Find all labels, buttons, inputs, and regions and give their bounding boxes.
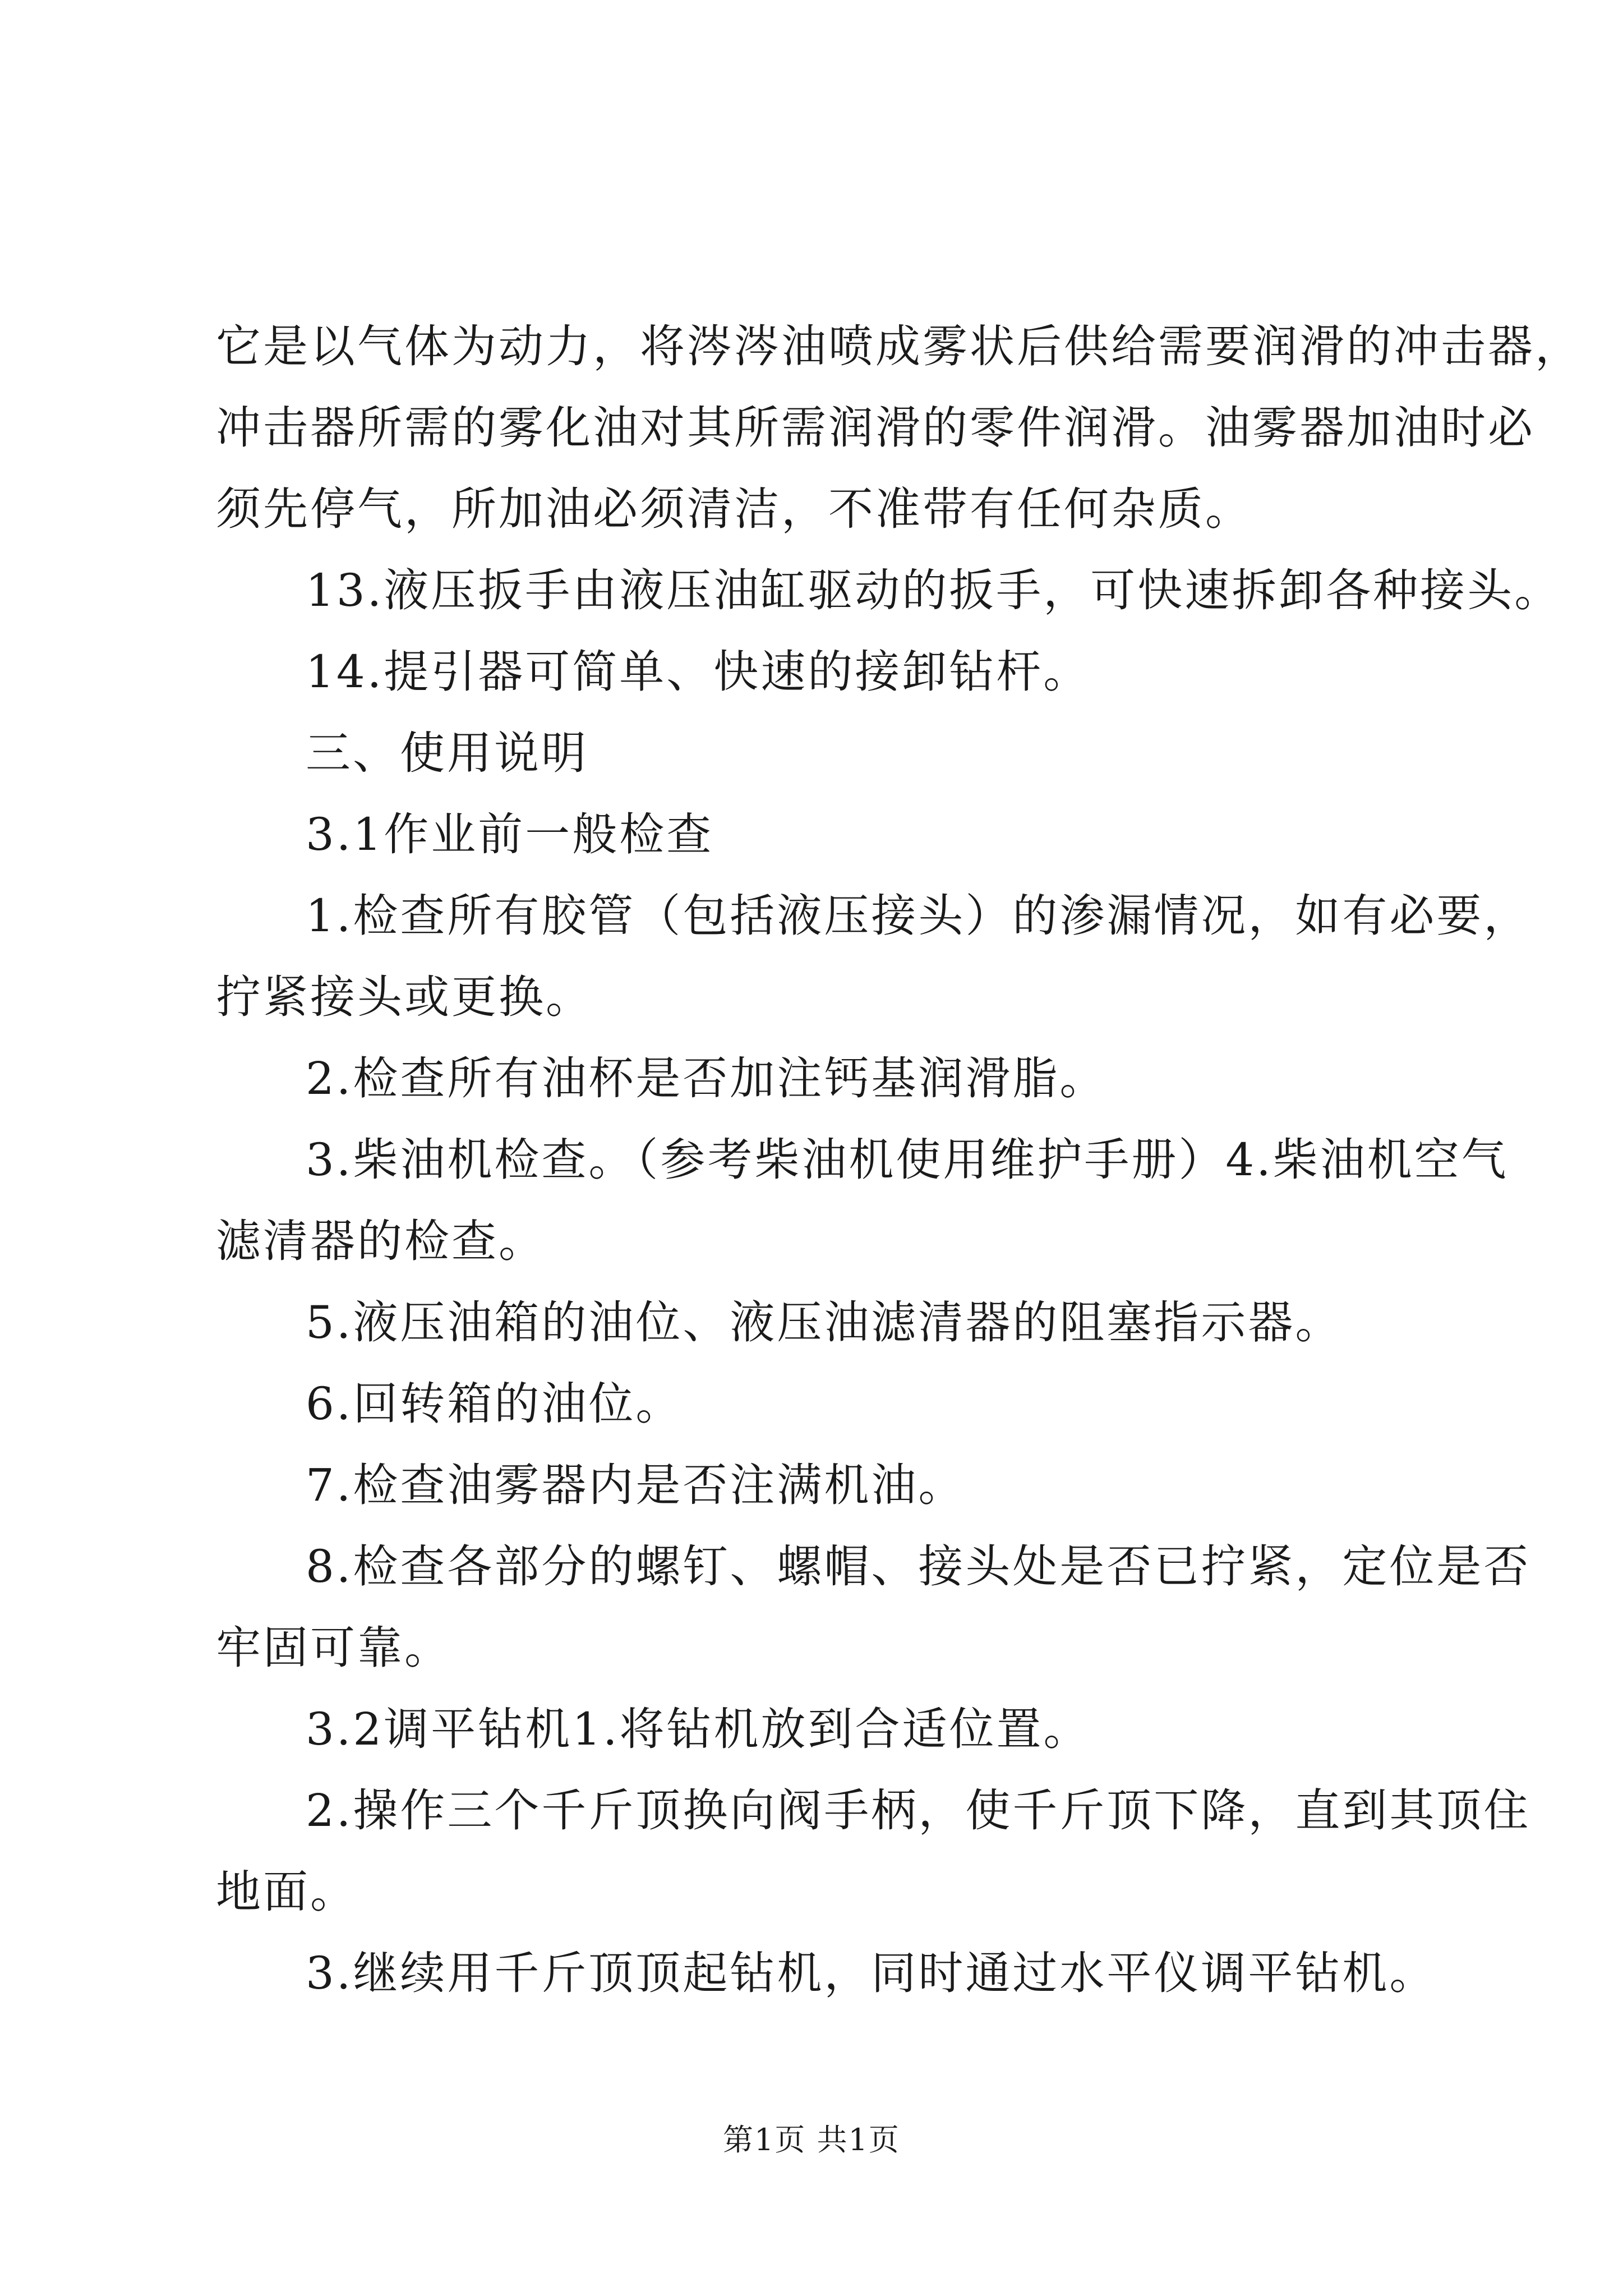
paragraph-line: 3.柴油机检查。（参考柴油机使用维护手册）4.柴油机空气 [306,1134,1509,1186]
paragraph-line: 5.液压油箱的油位、液压油滤清器的阻塞指示器。 [306,1296,1343,1349]
paragraph-line: 7.检查油雾器内是否注满机油。 [306,1459,966,1511]
paragraph-line: 冲击器所需的雾化油对其所需润滑的零件润滑。油雾器加油时必 [216,402,1535,454]
paragraph-line: 13.液压扳手由液压油缸驱动的扳手，可快速拆卸各种接头。 [306,564,1562,616]
page-number-footer: 第1页 共1页 [723,2122,900,2157]
section-heading: 三、使用说明 [306,727,588,779]
paragraph-line: 3.2调平钻机1.将钻机放到合适位置。 [306,1703,1091,1755]
paragraph-line: 6.回转箱的油位。 [306,1378,683,1430]
document-body [216,306,1582,2014]
paragraph-line: 2.操作三个千斤顶换向阀手柄，使千斤顶下降，直到其顶住 [306,1784,1531,1837]
paragraph-line: 1.检查所有胶管（包括液压接头）的渗漏情况，如有必要， [306,890,1531,942]
paragraph-line: 它是以气体为动力，将涔涔油喷成雾状后供给需要润滑的冲击器， [216,320,1582,372]
paragraph-line: 拧紧接头或更换。 [216,971,593,1023]
paragraph-line: 须先停气，所加油必须清洁，不准带有任何杂质。 [216,483,1252,535]
paragraph-line: 3.继续用千斤顶顶起钻机，同时通过水平仪调平钻机。 [306,1947,1437,1999]
paragraph-line: 14.提引器可简单、快速的接卸钻杆。 [306,646,1091,698]
paragraph-line: 滤清器的检查。 [216,1215,546,1267]
subsection-heading: 3.1作业前一般检查 [306,808,714,861]
paragraph-line: 牢固可靠。 [216,1622,451,1674]
paragraph-line: 地面。 [216,1866,357,1918]
paragraph-line: 2.检查所有油杯是否加注钙基润滑脂。 [306,1052,1107,1105]
paragraph-line: 8.检查各部分的螺钉、螺帽、接头处是否已拧紧，定位是否 [306,1540,1531,1593]
